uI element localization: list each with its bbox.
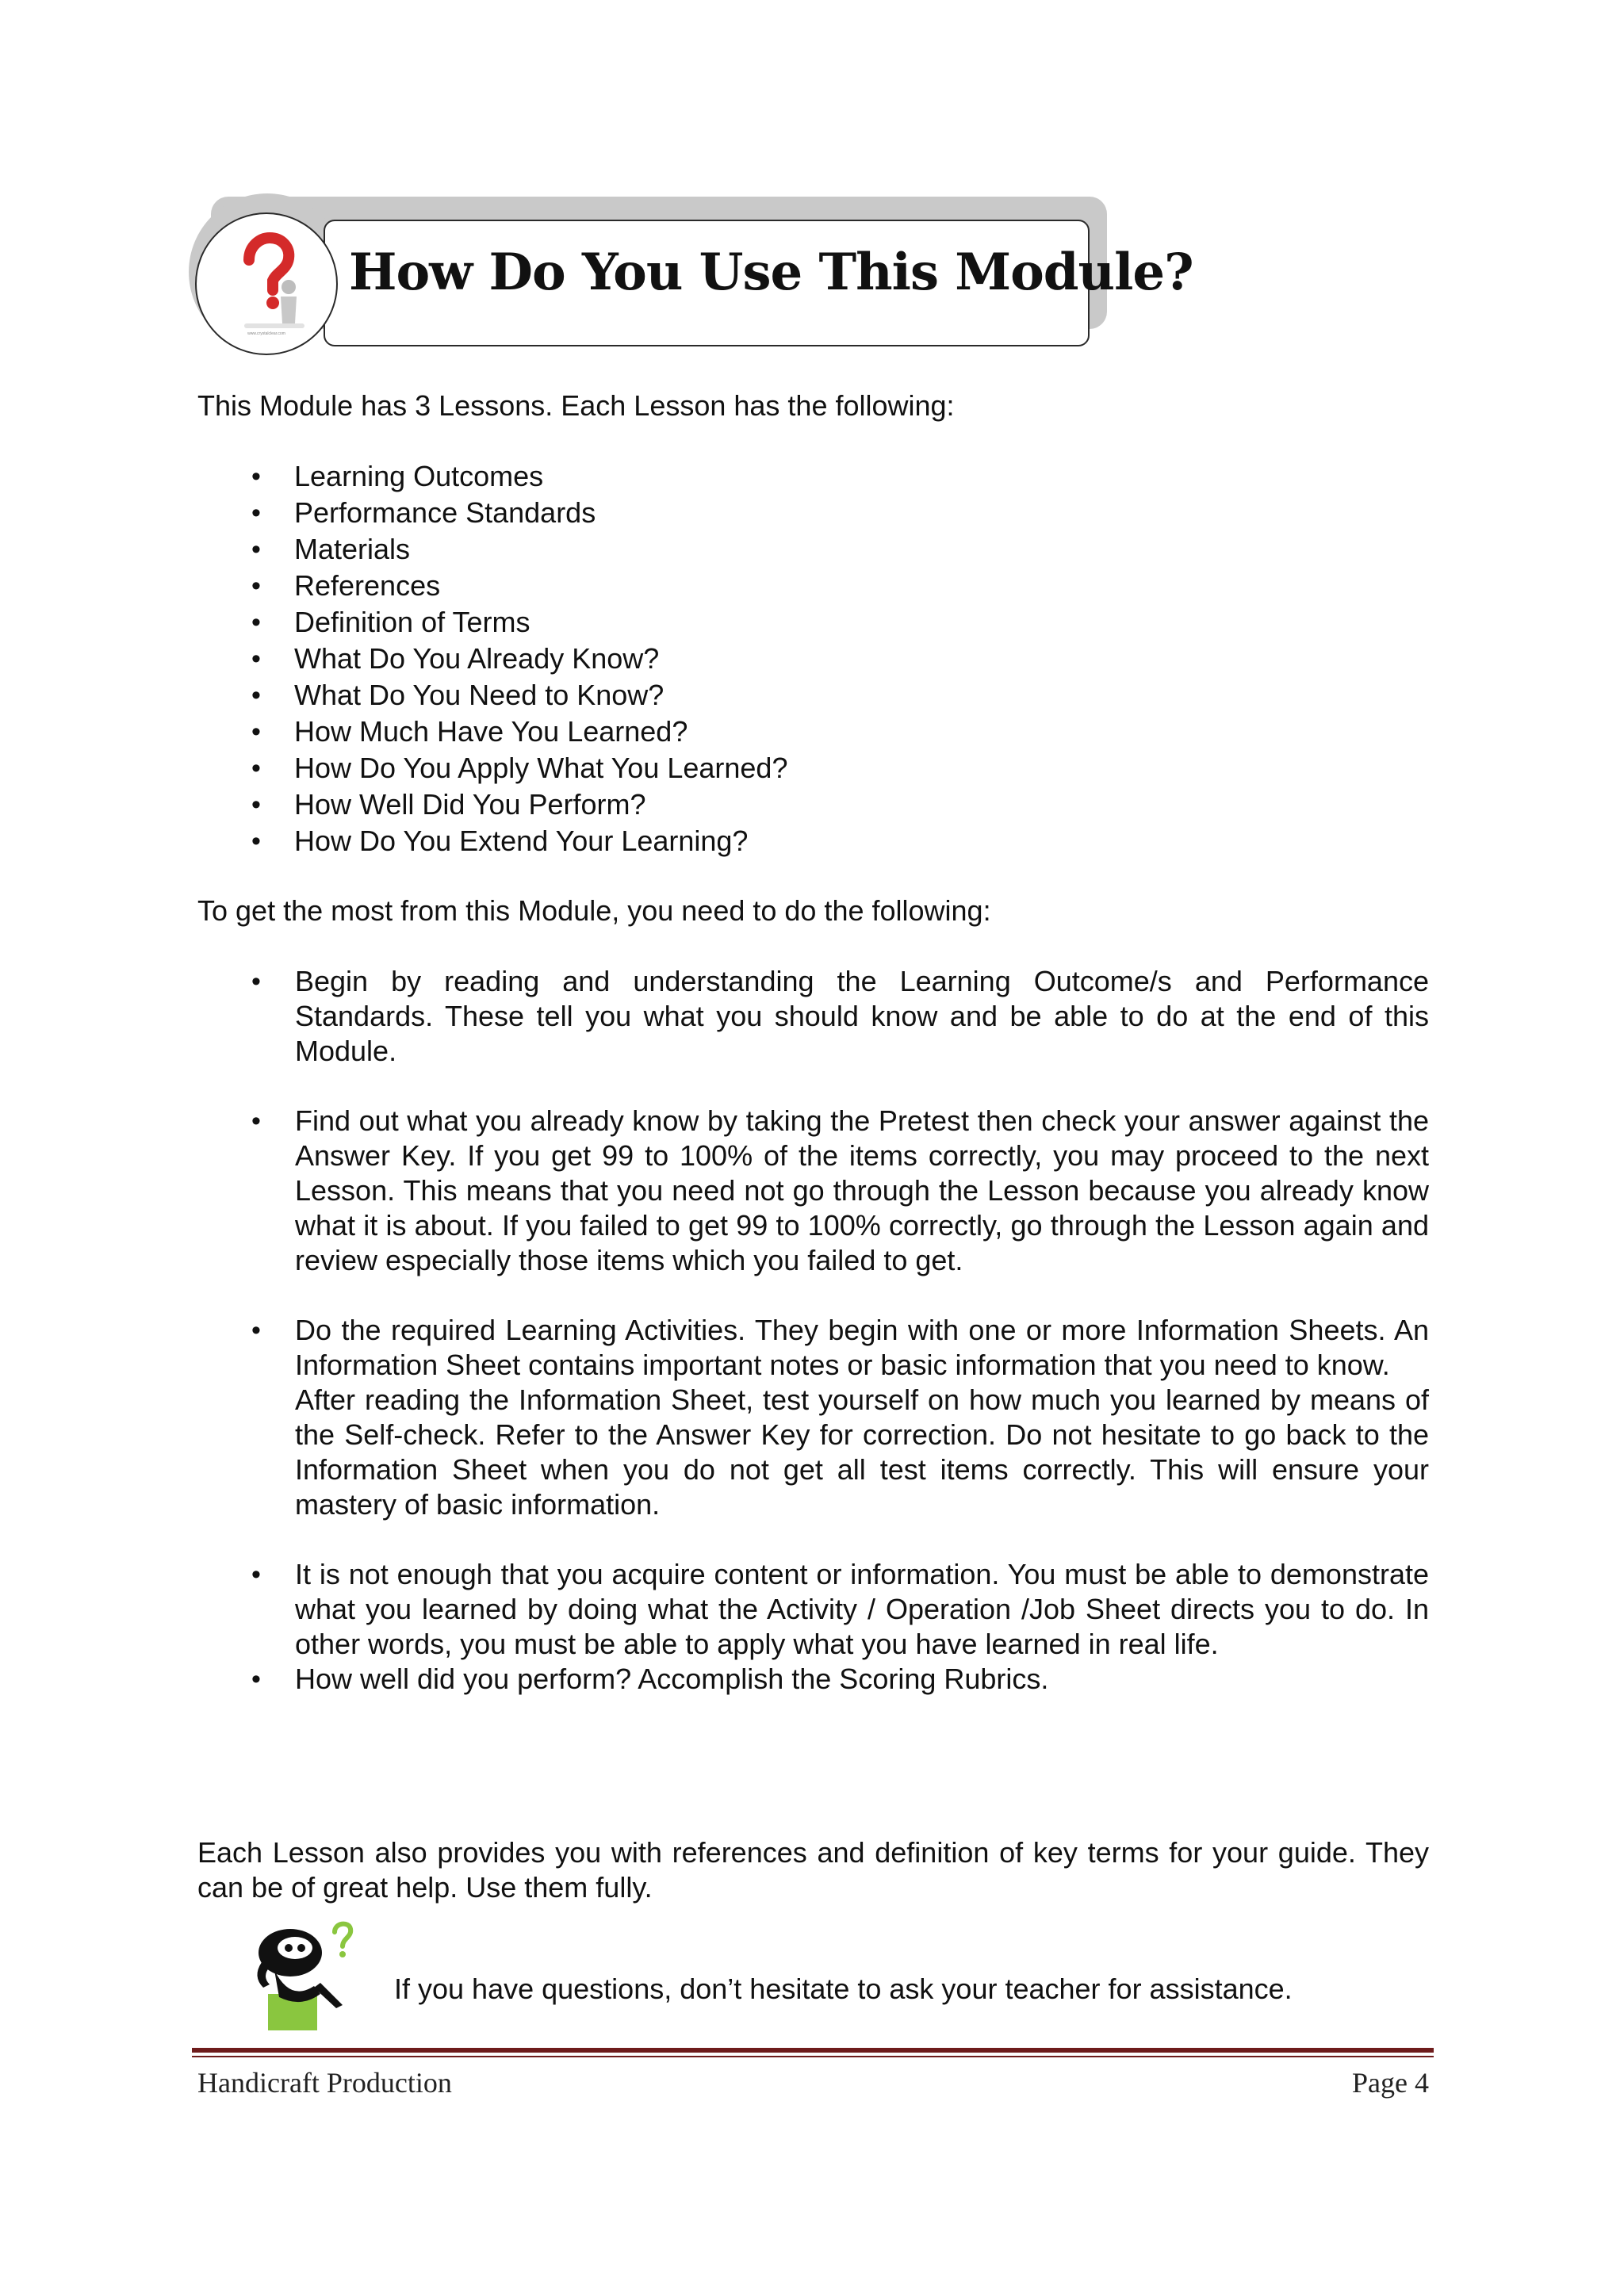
question-mark-dot (339, 1951, 346, 1957)
page-title: How Do You Use This Module? (349, 243, 1193, 302)
instruction-item (197, 1313, 1429, 1522)
footer-rule-thin (192, 2056, 1434, 2057)
instruction-text: • How well did you perform? Accomplish the Scoring Rubrics. (295, 1663, 1049, 1695)
question-mark-shape (335, 1924, 350, 1946)
intro-text: This Module has 3 Lessons. Each Lesson has the following: (197, 389, 955, 422)
list-item: • How Do You Apply What You Learned? (197, 750, 1429, 786)
instruction-item (197, 1662, 1429, 1697)
figure-face (278, 1937, 312, 1959)
person-body (281, 297, 297, 323)
instructions-list (197, 964, 1429, 1697)
list-item: • Materials (197, 531, 1429, 568)
list-item: • How Do You Extend Your Learning? (197, 823, 1429, 859)
footer-title: Handicraft Production (197, 2067, 452, 2099)
list-item: • What Do You Already Know? (197, 641, 1429, 677)
title-icon-badge (195, 212, 338, 355)
figure-leg (314, 1983, 343, 2008)
list-item: • How Much Have You Learned? (197, 714, 1429, 750)
list-item: • Definition of Terms (197, 604, 1429, 641)
person-shadow (244, 323, 304, 328)
lesson-parts-list (197, 458, 1429, 859)
figure-arm (257, 1962, 270, 1988)
list-item: • Performance Standards (197, 495, 1429, 531)
question-mark-person-icon (197, 214, 336, 354)
tip-text: If you have questions, don’t hesitate to ask your teacher for assistance. (394, 1973, 1293, 2005)
list-item: • What Do You Need to Know? (197, 677, 1429, 714)
person-head (282, 280, 296, 294)
question-mark-shape (249, 238, 289, 290)
question-mark-dot (266, 297, 279, 309)
thinking-figure-icon (238, 1915, 373, 2034)
instruction-item (197, 1557, 1429, 1662)
instruction-text: • Find out what you already know by taking the Pretest then check your answer against the Answer Key. If you get 99 to 100% of the items correctly, you may proceed to the next Lesson. This means that you need not go through the Lesson because you already know what it is about. If you failed to get 99 to 100% correctly, go through the Lesson again and review especially those items which you failed to get. (295, 1104, 1429, 1276)
instruction-text: • Do the required Learning Activities. They begin with one or more Information Sheets. An Information Sheet contains important notes or basic information that you need to know. (295, 1314, 1429, 1381)
footer-rule (192, 2048, 1434, 2053)
figure-eye (285, 1944, 293, 1952)
page-number: Page 4 (1352, 2067, 1429, 2099)
list-item: • How Well Did You Perform? (197, 786, 1429, 823)
instruction-item (197, 964, 1429, 1069)
title-icon-caption: www.crystalclear.com (247, 331, 285, 336)
instruction-text: • Begin by reading and understanding the Learning Outcome/s and Performance Standards. These tell you what you should know and be able to do at the end of this Module. (295, 965, 1429, 1067)
closing-text: Each Lesson also provides you with references and definition of key terms for your guide. They can be of great help. Use them fully. (197, 1836, 1429, 1904)
list-item: • References (197, 568, 1429, 604)
instructions-intro: To get the most from this Module, you need to do the following: (197, 894, 991, 927)
list-item: • Learning Outcomes (197, 458, 1429, 495)
figure-eye (297, 1944, 305, 1952)
instruction-text: • It is not enough that you acquire content or information. You must be able to demonstrate what you learned by doing what the Activity / Operation /Job Sheet directs you to do. In other words, you must be able to apply what you have learned in real life. (295, 1558, 1429, 1660)
instruction-item (197, 1104, 1429, 1278)
instruction-text-continued: After reading the Information Sheet, test yourself on how much you learned by means of the Self-check. Refer to the Answer Key for correction. Do not hesitate to go back to the Information Sheet when you do not get all test items correctly. This will ensure your mastery of basic information. (295, 1383, 1429, 1521)
